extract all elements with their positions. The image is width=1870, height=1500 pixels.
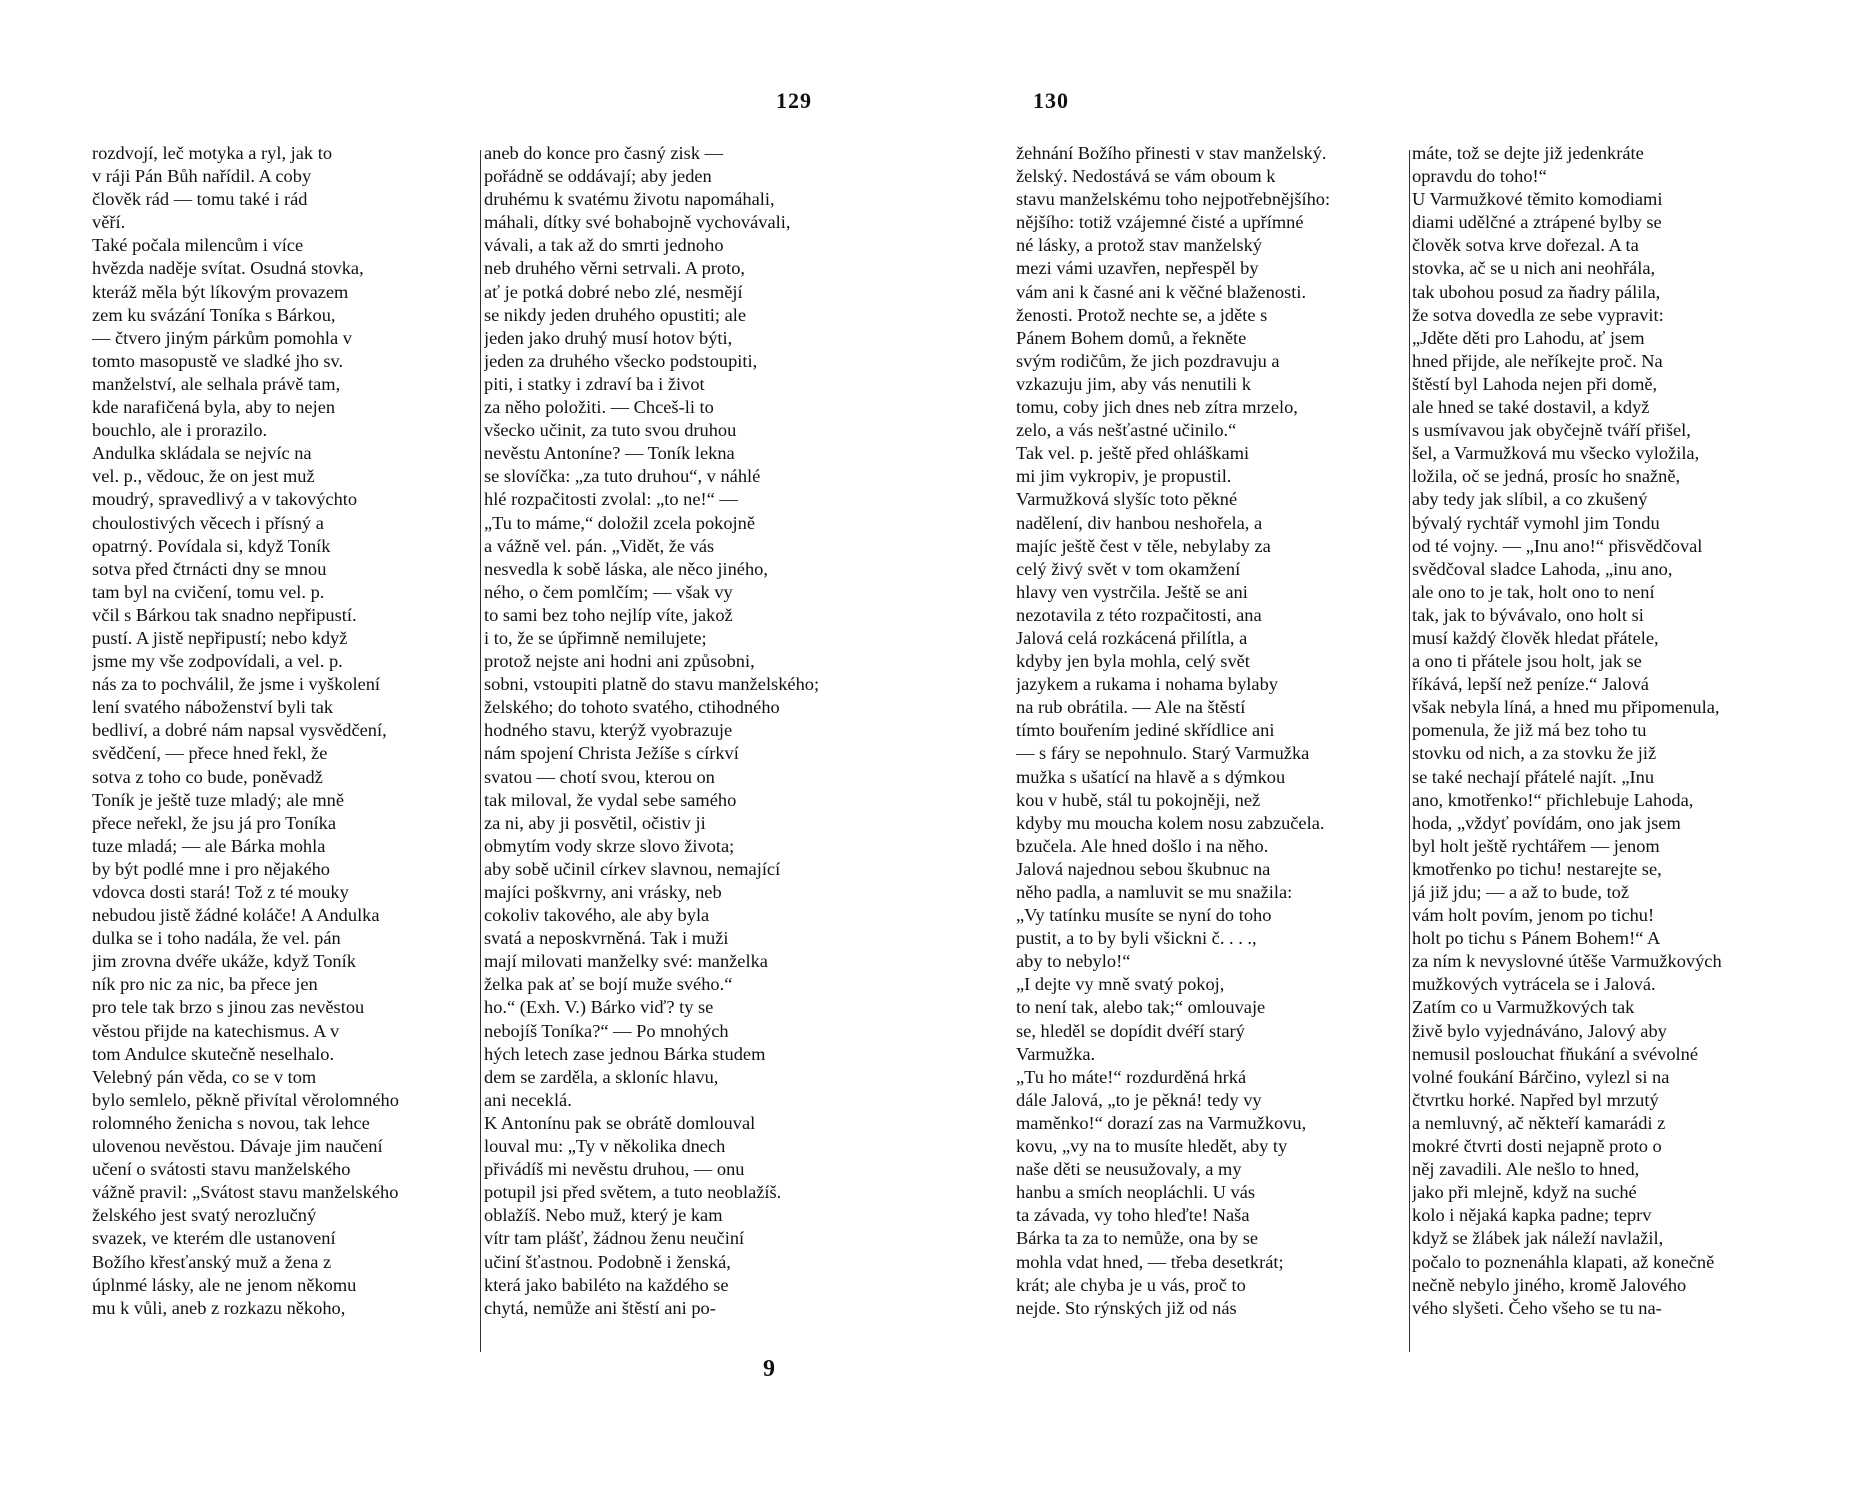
text-line: mají milovati manželky své: manželka: [484, 951, 768, 972]
text-line: počalo to poznenáhla klapati, až konečně: [1412, 1251, 1715, 1272]
text-line: lení svatého náboženství byli tak: [92, 697, 334, 718]
text-line: se slovíčka: „za tuto druhou“, v náhlé: [484, 466, 761, 487]
text-line: jim zrovna dvéře ukáže, když Toník: [92, 951, 356, 972]
text-line: bývalý rychtář vymohl jim Tondu: [1412, 512, 1660, 533]
text-line: by být podlé mne i pro nějakého: [92, 858, 331, 879]
text-line: mu k vůli, aneb z rozkazu někoho,: [92, 1297, 346, 1318]
text-line: živě bylo vyjednáváno, Jalový aby: [1412, 1020, 1667, 1041]
text-line: bzučela. Ale hned došlo i na něho.: [1016, 835, 1269, 856]
text-line: kdyby jen byla mohla, celý svět: [1016, 651, 1250, 672]
text-line: vého slyšeti. Čeho všeho se tu na-: [1412, 1297, 1662, 1318]
text-line: něho padla, a namluvit se mu snažila:: [1016, 882, 1293, 902]
text-line: hoda, „vždyť povídám, ono jak jsem: [1412, 812, 1681, 833]
text-line: mezi vámi uzavřen, nepřespěl by: [1016, 258, 1259, 279]
text-line: obmytím vody skrze slovo života;: [484, 835, 735, 856]
text-line: jeden za druhého všecko podstoupiti,: [484, 350, 758, 371]
text-line: máte, tož se dejte již jedenkráte: [1412, 143, 1644, 163]
text-line: protož nejste ani hodni ani způsobni,: [484, 651, 755, 672]
text-line: druhému k svatému životu napomáhali,: [484, 189, 775, 210]
text-line: nečně nebylo jiného, kromě Jalového: [1412, 1274, 1687, 1295]
text-line: „Vy tatínku musíte se nyní do toho: [1016, 905, 1272, 926]
text-line: včil s Bárkou tak snadno nepřipustí.: [92, 604, 357, 625]
text-line: tuze mladá; — ale Bárka mohla: [92, 835, 326, 856]
text-line: ho.“ (Exh. V.) Bárko viď? ty se: [484, 997, 714, 1018]
text-line: majíc ještě čest v těle, nebylaby za: [1016, 535, 1271, 556]
text-line: krát; ale chyba je u vás, proč to: [1016, 1274, 1246, 1295]
text-line: nás za to pochválil, že jsme i vyškolení: [92, 674, 381, 695]
text-line: rozdvojí, leč motyka a ryl, jak to: [92, 143, 333, 163]
text-line: vážně pravil: „Svátost stavu manželského: [92, 1182, 399, 1203]
text-column-3: [1016, 142, 1397, 1320]
text-line: tímto bouřením jediné skřídlice ani: [1016, 720, 1275, 741]
text-line: sotva z toho co bude, poněvadž: [92, 766, 323, 787]
text-line: mohla vdat hned, — třeba desetkrát;: [1016, 1251, 1284, 1272]
text-line: manželství, ale selhala právě tam,: [92, 373, 341, 394]
text-line: kovu, „vy na to musíte hledět, aby ty: [1016, 1136, 1288, 1157]
text-line: vzkazuju jim, aby vás nenutili k: [1016, 373, 1251, 394]
text-line: nemusil poslouchat fňukání a svévolné: [1412, 1043, 1699, 1064]
text-line: stovka, ač se u nich ani neohřála,: [1412, 258, 1656, 279]
text-line: něj zavadili. Ale nešlo to hned,: [1412, 1159, 1640, 1180]
text-line: želka pak ať se bojí muže svého.“: [484, 974, 733, 995]
text-line: dem se zarděla, a skloníc hlavu,: [484, 1066, 719, 1087]
column-divider-right: [1409, 150, 1410, 1352]
text-line: ložila, oč se jedná, prosíc ho snažně,: [1412, 466, 1681, 487]
text-line: nesvedla k sobě láska, ale něco jiného,: [484, 558, 768, 579]
text-line: tak miloval, že vydal sebe samého: [484, 789, 737, 810]
text-line: úplnmé lásky, ale ne jenom někomu: [92, 1274, 357, 1295]
text-line: ník pro nic za nic, ba přece jen: [92, 974, 318, 995]
text-line: K Antonínu pak se obrátě domlouval: [484, 1112, 756, 1133]
text-column-1: [92, 142, 462, 1320]
text-line: celý živý svět v tom okamžení: [1016, 558, 1241, 579]
text-line: Jalová najednou sebou škubnuc na: [1016, 858, 1271, 879]
text-line: vám holt povím, jenom po tichu!: [1412, 905, 1655, 926]
text-line: „Jděte děti pro Lahodu, ať jsem: [1412, 327, 1645, 348]
text-line: kde narafičená byla, aby to nejen: [92, 397, 336, 418]
text-line: hlé rozpačitosti zvolal: „to ne!“ —: [484, 489, 738, 510]
text-line: se také nechají přátelé najít. „Inu: [1412, 766, 1655, 787]
text-line: aby to nebylo!“: [1016, 951, 1131, 972]
text-line: cokoliv takového, ale aby byla: [484, 905, 710, 926]
text-line: za ni, aby ji posvětil, očistiv ji: [484, 812, 706, 833]
page-number-right: 130: [1033, 88, 1069, 113]
text-line: to není tak, alebo tak;“ omlouvaje: [1016, 997, 1266, 1018]
text-line: ale hned se také dostavil, a když: [1412, 397, 1650, 418]
text-line: přece neřekl, že jsu já pro Toníka: [92, 812, 336, 833]
text-line: jeden jako druhý musí hotov býti,: [484, 327, 733, 348]
text-line: Toník je ještě tuze mladý; ale mně: [92, 789, 345, 810]
text-line: mužka s ušatící na hlavě a s dýmkou: [1016, 766, 1286, 787]
text-line: člověk rád — tomu také i rád: [92, 189, 308, 210]
text-line: pustit, a to by byli všickni č. . . .,: [1016, 928, 1257, 949]
text-line: musí každý člověk hledat přátele,: [1412, 627, 1659, 648]
text-line: Tak vel. p. ještě před ohláškami: [1016, 443, 1250, 464]
text-line: pro tele tak brzo s jinou zas nevěstou: [92, 997, 365, 1018]
text-line: zelo, a vás nešťastné učinilo.“: [1016, 420, 1237, 441]
text-line: a ono ti přátele jsou holt, jak se: [1412, 651, 1642, 672]
text-line: Velebný pán věda, co se v tom: [92, 1066, 317, 1087]
text-line: Varmužka.: [1016, 1043, 1096, 1064]
text-line: učiní šťastnou. Podobně i ženská,: [484, 1251, 731, 1272]
text-column-4: [1412, 142, 1796, 1320]
text-line: mužkových vytrácela se i Jalová.: [1412, 974, 1656, 995]
text-line: rolomného ženicha s novou, tak lehce: [92, 1112, 370, 1133]
text-line: máhali, dítky své bohabojně vychovávali,: [484, 212, 791, 233]
text-line: Varmužková slyšíc toto pěkné: [1016, 489, 1238, 510]
text-line: pomenula, že již má bez toho tu: [1412, 720, 1647, 741]
text-line: Andulka skládala se nejvíc na: [92, 443, 312, 464]
text-line: vávali, a tak až do smrti jednoho: [484, 235, 724, 256]
text-line: učení o svátosti stavu manželského: [92, 1159, 351, 1180]
text-line: želský. Nedostává se vám oboum k: [1016, 166, 1276, 187]
text-line: maměnko!“ dorazí zas na Varmužkovu,: [1016, 1112, 1307, 1133]
text-line: stavu manželskému toho nejpotřebnějšího:: [1016, 189, 1331, 210]
text-line: i to, že se úpřimně nemilujete;: [484, 627, 707, 648]
text-line: vám ani k časné ani k věčné blaženosti.: [1016, 281, 1307, 302]
text-line: naše děti se neusužovaly, a my: [1016, 1159, 1242, 1180]
text-line: — čtvero jiným párkům pomohla v: [92, 327, 352, 348]
text-line: to sami bez toho nejlíp víte, jakož: [484, 604, 733, 625]
text-line: U Varmužkové těmito komodiami: [1412, 189, 1663, 210]
text-line: potupil jsi před světem, a tuto neoblažíš.: [484, 1182, 782, 1203]
text-line: né lásky, a protož stav manželský: [1016, 235, 1262, 256]
text-line: když se žlábek jak náleží navlažil,: [1412, 1228, 1664, 1249]
text-line: tomto masopustě ve sladké jho sv.: [92, 350, 344, 371]
text-line: ať je potká dobré nebo zlé, nesmějí: [484, 281, 743, 302]
text-line: vítr tam plášť, žádnou ženu neučiní: [484, 1228, 745, 1249]
column-divider-left: [480, 150, 481, 1352]
text-line: aby tedy jak slíbil, a co zkušený: [1412, 489, 1648, 510]
text-line: bylo semlelo, pěkně přivítal věrolomného: [92, 1089, 399, 1110]
text-line: tomu, coby jich dnes neb zítra mrzelo,: [1016, 397, 1298, 418]
text-line: hanbu a smích neopláchli. U vás: [1016, 1182, 1256, 1203]
text-line: svědčení, — přece hned řekl, že: [92, 743, 328, 764]
text-line: věstou přijde na katechismus. A v: [92, 1020, 340, 1041]
text-line: šel, a Varmužková mu všecko vyložila,: [1412, 443, 1700, 464]
text-line: Jalová celá rozkácená přilítla, a: [1016, 627, 1248, 648]
text-line: mokré čtvrti dosti nejapně proto o: [1412, 1136, 1662, 1157]
text-line: oblažíš. Nebo muž, který je kam: [484, 1205, 723, 1226]
text-line: moudrý, spravedlivý a v takovýchto: [92, 489, 358, 510]
text-line: přivádíš mi nevěstu druhou, — onu: [484, 1159, 745, 1180]
text-line: ta závada, vy toho hleďte! Naša: [1016, 1205, 1250, 1226]
text-line: pustí. A jistě nepřipustí; nebo když: [92, 627, 348, 648]
text-line: nevěstu Antoníne? — Toník lekna: [484, 443, 735, 464]
text-line: od té vojny. — „Inu ano!“ přisvědčoval: [1412, 535, 1703, 556]
text-line: choulostivých věcech i přísný a: [92, 512, 324, 533]
text-line: jako při mlejně, když na suché: [1412, 1182, 1637, 1203]
text-line: nezotavila z této rozpačitosti, ana: [1016, 604, 1262, 625]
text-line: ano, kmotřenko!“ přichlebuje Lahoda,: [1412, 789, 1694, 810]
text-line: vdovca dosti stará! Tož z té mouky: [92, 882, 349, 902]
text-line: nebojíš Toníka?“ — Po mnohých: [484, 1020, 729, 1041]
text-line: hých letech zase jednou Bárka studem: [484, 1043, 766, 1064]
text-column-2: [484, 142, 855, 1320]
text-line: nějšího: totiž vzájemné čisté a upřímné: [1016, 212, 1304, 233]
text-line: však nebyla líná, a hned mu připomenula,: [1412, 697, 1720, 718]
text-line: ženosti. Protož nechte se, a jděte s: [1016, 304, 1268, 325]
text-line: dulka se i toho nadála, že vel. pán: [92, 928, 341, 949]
text-line: nám spojení Christa Ježíše s církví: [484, 743, 739, 764]
text-line: bedliví, a dobré nám napsal vysvědčení,: [92, 720, 387, 741]
text-line: Bárka ta za to nemůže, ona by se: [1016, 1228, 1259, 1249]
text-line: sobni, vstoupiti platně do stavu manželského;: [484, 674, 820, 695]
text-line: Božího křesťanský muž a žena z: [92, 1251, 332, 1272]
text-line: majíci poškvrny, ani vrásky, neb: [484, 882, 722, 902]
text-line: opatrný. Povídala si, když Toník: [92, 535, 331, 556]
text-line: já již jdu; — a až to bude, tož: [1412, 882, 1630, 902]
text-line: piti, i statky i zdraví ba i život: [484, 373, 705, 394]
text-line: svým rodičům, že jich pozdravuju a: [1016, 350, 1280, 371]
text-line: ani neceklá.: [484, 1089, 572, 1110]
text-line: — s fáry se nepohnulo. Starý Varmužka: [1016, 743, 1310, 764]
text-line: čtvrtku horké. Napřed byl mrzutý: [1412, 1089, 1659, 1110]
text-line: žehnání Božího přinesti v stav manželský.: [1016, 143, 1327, 163]
text-line: s usmívavou jak obyčejně tváří přišel,: [1412, 420, 1691, 441]
text-line: v ráji Pán Bůh nařídil. A coby: [92, 166, 312, 187]
text-line: dále Jalová, „to je pěkná! tedy vy: [1016, 1089, 1262, 1110]
text-line: svědčoval sladce Lahoda, „inu ano,: [1412, 558, 1673, 579]
text-line: svatá a neposkvrněná. Tak i muži: [484, 928, 729, 949]
text-line: opravdu do toho!“: [1412, 166, 1547, 187]
text-line: že sotva dovedla ze sebe vypravit:: [1412, 304, 1664, 325]
text-line: „Tu ho máte!“ rozdurděná hrká: [1016, 1066, 1247, 1087]
text-line: želského; do tohoto svatého, ctihodného: [484, 697, 780, 718]
page-number-left: 129: [776, 88, 812, 113]
text-line: chytá, nemůže ani štěstí ani po-: [484, 1297, 716, 1318]
text-line: kou v hubě, stál tu pokojněji, než: [1016, 789, 1261, 810]
text-line: říkává, lepší než peníze.“ Jalová: [1412, 674, 1649, 695]
text-line: jazykem a rukama i nohama bylaby: [1016, 674, 1278, 695]
text-line: diami udělčné a ztrápené bylby se: [1412, 212, 1662, 233]
text-line: Také počala milencům i více: [92, 235, 304, 256]
text-line: za něho položiti. — Chceš-li to: [484, 397, 714, 418]
text-line: věří.: [92, 212, 126, 233]
text-line: aneb do konce pro časný zisk —: [484, 143, 724, 163]
text-line: „Tu to máme,“ doložil zcela pokojně: [484, 512, 756, 533]
text-line: stovku od nich, a za stovku že již: [1412, 743, 1657, 764]
text-line: hned přijde, ale neříkejte proč. Na: [1412, 350, 1663, 371]
text-line: tak, jak to bývávalo, ono holt si: [1412, 604, 1644, 625]
text-line: kteráž měla být líkovým provazem: [92, 281, 349, 302]
text-line: se nikdy jeden druhého opustiti; ale: [484, 304, 747, 325]
text-line: sotva před čtrnácti dny se mnou: [92, 558, 327, 579]
text-line: nebudou jistě žádné koláče! A Andulka: [92, 905, 380, 926]
text-line: všecko učinit, za tuto svou druhou: [484, 420, 737, 441]
text-line: kdyby mu moucha kolem nosu zabzučela.: [1016, 812, 1325, 833]
signature-mark: 9: [763, 1356, 775, 1382]
text-line: tam byl na cvičení, tomu vel. p.: [92, 581, 325, 602]
text-line: louval mu: „Ty v několika dnech: [484, 1136, 726, 1157]
text-line: „I dejte vy mně svatý pokoj,: [1016, 974, 1225, 995]
text-line: pořádně se oddávají; aby jeden: [484, 166, 712, 187]
text-line: mi jim vykropiv, je propustil.: [1016, 466, 1232, 487]
text-line: želského jest svatý nerozlučný: [92, 1205, 317, 1226]
text-line: štěstí byl Lahoda nejen při domě,: [1412, 373, 1658, 394]
text-line: a vážně vel. pán. „Vidět, že vás: [484, 535, 715, 556]
text-line: kmotřenko po tichu! nestarejte se,: [1412, 858, 1662, 879]
text-line: Zatím co u Varmužkových tak: [1412, 997, 1635, 1018]
text-line: jsme my vše zodpovídali, a vel. p.: [92, 651, 343, 672]
text-line: na rub obrátila. — Ale na štěstí: [1016, 697, 1246, 718]
text-line: volné foukání Bárčino, vylezl si na: [1412, 1066, 1670, 1087]
text-line: a nemluvný, ač někteří kamarádi z: [1412, 1112, 1666, 1133]
text-line: vel. p., vědouc, že on jest muž: [92, 466, 315, 487]
text-line: kolo i nějaká kapka padne; teprv: [1412, 1205, 1652, 1226]
text-line: aby sobě učinil církev slavnou, nemající: [484, 858, 781, 879]
text-line: byl holt ještě rychtářem — jenom: [1412, 835, 1660, 856]
text-line: za ním k nevyslovné útěše Varmužkových: [1412, 951, 1722, 972]
text-line: svazek, ve kterém dle ustanovení: [92, 1228, 336, 1249]
text-line: se, hleděl se dopídit dvéří starý: [1016, 1020, 1245, 1041]
text-line: člověk sotva krve dořezal. A ta: [1412, 235, 1639, 256]
text-line: zem ku svázání Toníka s Bárkou,: [92, 304, 336, 325]
text-line: svatou — chotí svou, kterou on: [484, 766, 715, 787]
text-line: holt po tichu s Pánem Bohem!“ A: [1412, 928, 1661, 949]
text-line: neb druhého věrni setrvali. A proto,: [484, 258, 745, 279]
text-line: hodného stavu, kterýž vyobrazuje: [484, 720, 733, 741]
text-line: která jako babiléto na každého se: [484, 1274, 729, 1295]
text-line: bouchlo, ale i prorazilo.: [92, 420, 268, 441]
text-line: tom Andulce skutečně neselhalo.: [92, 1043, 335, 1064]
text-line: tak ubohou posud za ňadry pálila,: [1412, 281, 1661, 302]
text-line: ulovenou nevěstou. Dávaje jim naučení: [92, 1136, 383, 1157]
text-line: hlavy ven vystrčila. Ještě se ani: [1016, 581, 1248, 602]
text-line: ale ono to je tak, holt ono to není: [1412, 581, 1655, 602]
text-line: nejde. Sto rýnských již od nás: [1016, 1297, 1237, 1318]
text-line: Pánem Bohem domů, a řekněte: [1016, 327, 1247, 348]
text-line: hvězda naděje svítat. Osudná stovka,: [92, 258, 364, 279]
text-line: nadělení, div hanbou neshořela, a: [1016, 512, 1263, 533]
text-line: ného, o čem pomlčím; — však vy: [484, 581, 733, 602]
